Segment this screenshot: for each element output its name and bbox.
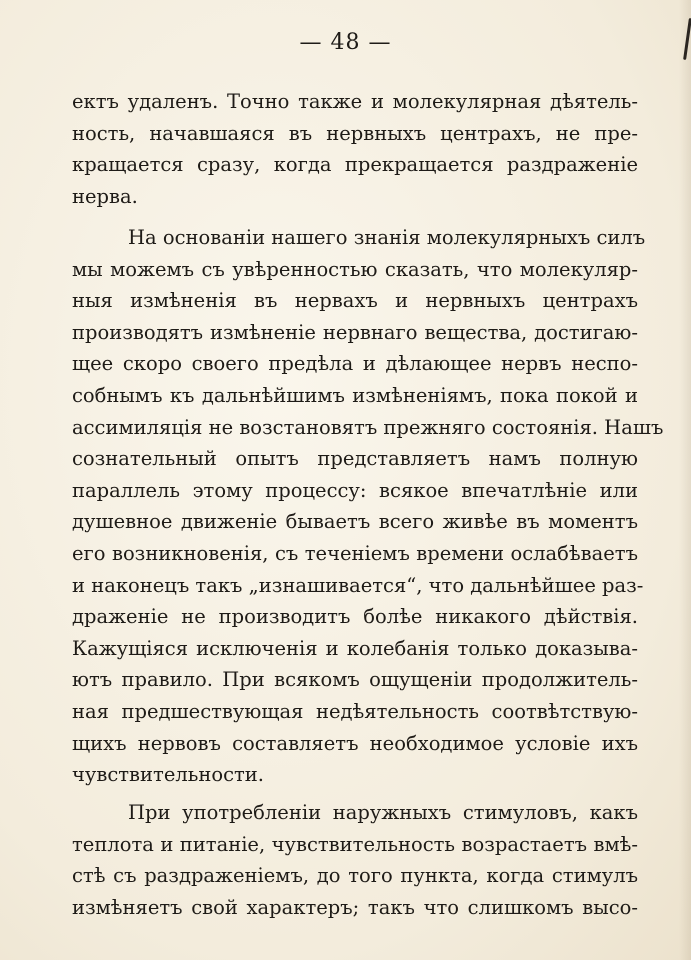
text-line: мы можемъ съ увѣренностью сказать, что молекуляр-	[72, 257, 638, 281]
text-line: На основаніи нашего знанія молекулярныхъ силъ	[128, 226, 646, 249]
paragraph-1	[72, 86, 638, 212]
text-line: Кажущіяся исключенія и колебанія только доказыва-	[72, 636, 638, 660]
text-line: его возникновенія, съ теченіемъ времени ослабѣваетъ	[72, 541, 638, 565]
text-line: нерва.	[72, 184, 138, 208]
text-line: производятъ измѣненіе нервнаго вещества, достигаю-	[72, 320, 638, 344]
page-edge-shadow	[679, 0, 691, 960]
text-line: ассимиляція не возстановятъ прежняго состоянія. Нашъ	[72, 415, 664, 439]
paragraph-2	[72, 222, 664, 791]
text-line: драженіе не производитъ болѣе никакого дѣйствія.	[72, 605, 638, 629]
text-line: При употребленіи наружныхъ стимуловъ, какъ	[128, 801, 638, 824]
text-line: собнымъ къ дальнѣйшимъ измѣненіямъ, пока покой и	[72, 383, 638, 407]
text-line: ютъ правило. При всякомъ ощущеніи продолжитель-	[72, 668, 638, 692]
text-line: чувствительности.	[72, 763, 265, 787]
page-number: — 48 —	[299, 30, 392, 55]
text-line: ныя измѣненія въ нервахъ и нервныхъ центрахъ	[72, 289, 638, 313]
paragraph-3	[72, 797, 638, 923]
text-line: ность, начавшаяся въ нервныхъ центрахъ, не пре-	[72, 121, 638, 145]
text-line: щее скоро своего предѣла и дѣлающее нервъ неспо-	[72, 352, 638, 376]
text-line: измѣняетъ свой характеръ; такъ что слишкомъ высо-	[72, 895, 638, 919]
text-line: сознательный опытъ представляетъ намъ полную	[72, 447, 638, 471]
text-line: ная предшествующая недѣятельность соотвѣтствую-	[72, 699, 638, 723]
text-line: кращается сразу, когда прекращается раздраженіе	[72, 153, 638, 177]
text-line: и наконецъ такъ „изнашивается“, что дальнѣйшее раз-	[72, 573, 644, 597]
text-line: стѣ съ раздраженіемъ, до того пункта, когда стимулъ	[72, 864, 638, 888]
text-line: теплота и питаніе, чувствительность возрастаетъ вмѣ-	[72, 832, 638, 856]
text-line: душевное движеніе бываетъ всего живѣе въ моментъ	[72, 510, 638, 534]
text-line: ектъ удаленъ. Точно также и молекулярная дѣятель-	[72, 90, 638, 113]
text-line: параллель этому процессу: всякое впечатлѣніе или	[72, 478, 638, 502]
text-line: щихъ нервовъ составляетъ необходимое условіе ихъ	[72, 731, 638, 755]
